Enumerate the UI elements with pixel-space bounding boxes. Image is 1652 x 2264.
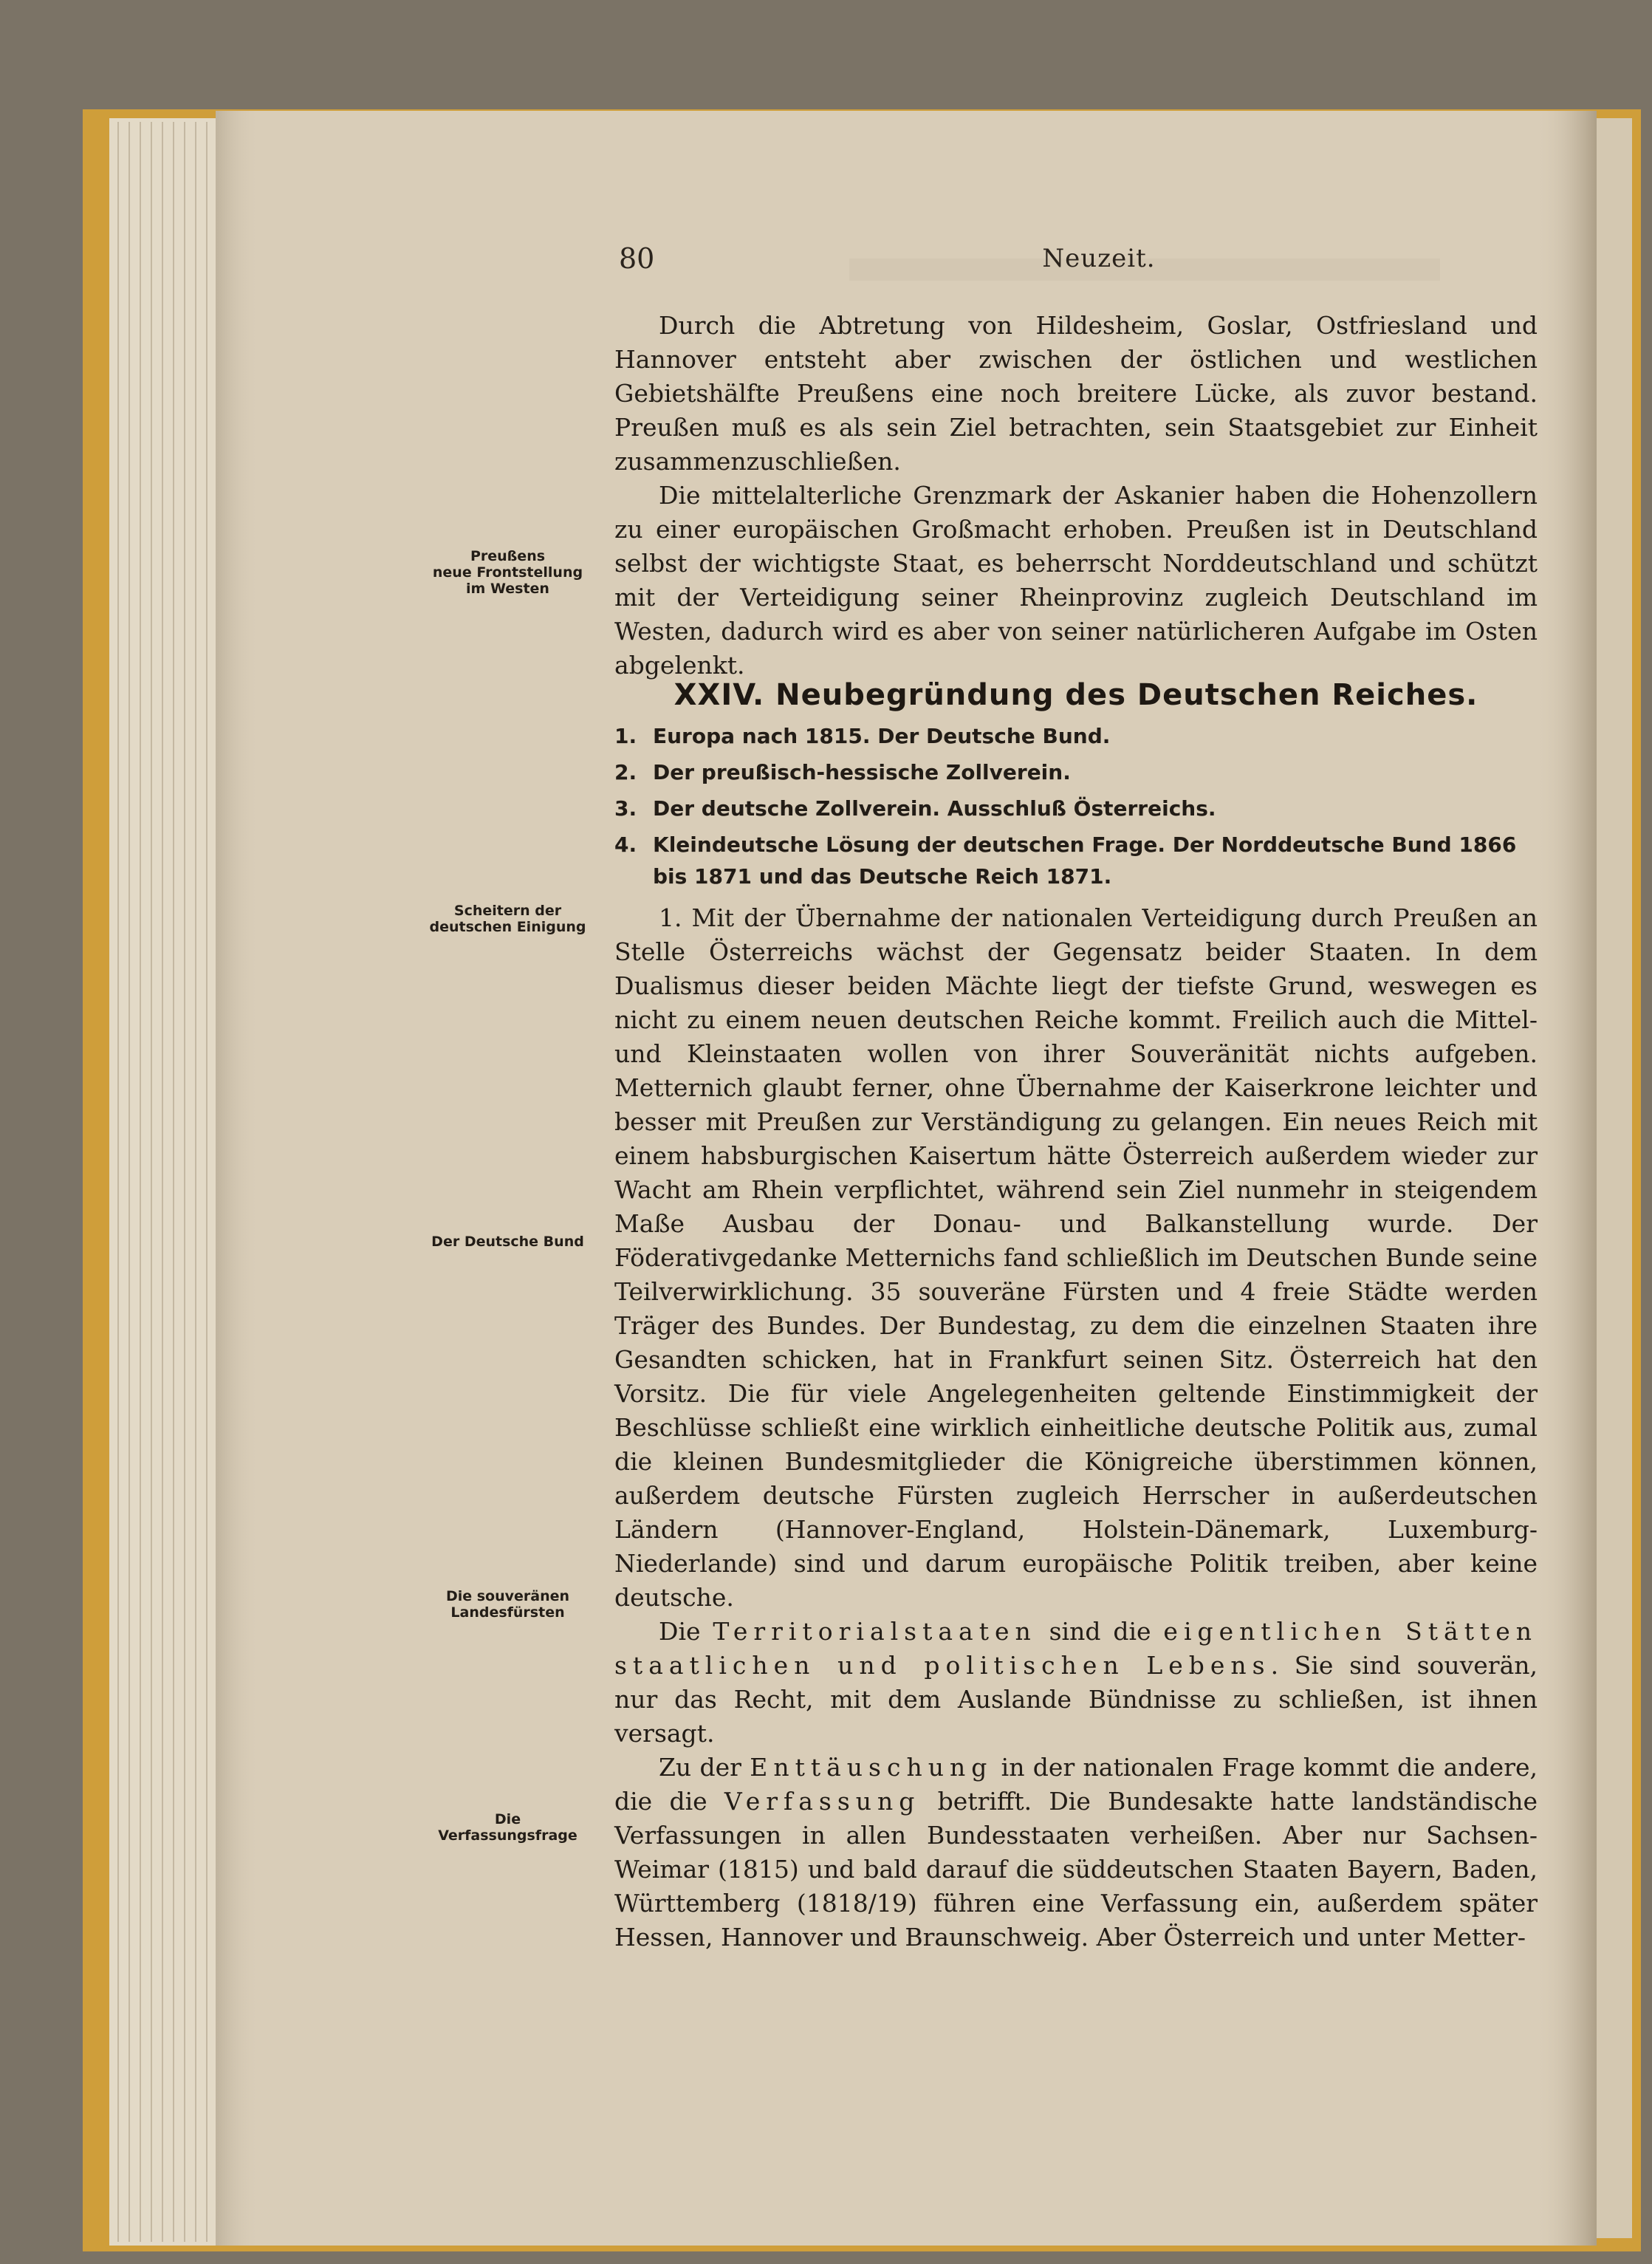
margin-note-line: Die — [494, 1811, 521, 1827]
toc-item: 3. Der deutsche Zollverein. Ausschluß Österreichs. — [614, 796, 1216, 821]
margin-note-line: Der Deutsche Bund — [431, 1234, 584, 1250]
margin-note-line: Preußens — [470, 548, 546, 564]
paragraph: Die Territorialstaaten sind die eigentlichen Stätten staatlichen und politischen Lebens. Sie sind souverän, nur das Recht, mit dem Auslande Bündnisse zu schließen, ist ihnen versagt. — [614, 1617, 1538, 1748]
margin-note-line: neue Frontstellung — [432, 564, 583, 581]
page-header — [619, 242, 1579, 287]
margin-note-verfassungsfrage — [410, 1811, 606, 1844]
toc-item: 1. Europa nach 1815. Der Deutsche Bund. — [614, 724, 1111, 748]
page-number: 80 — [619, 242, 655, 275]
margin-note-deutscher-bund — [410, 1234, 606, 1250]
paragraph: Durch die Abtretung von Hildesheim, Goslar, Ostfriesland und Hannover entsteht aber zwischen der östlichen und westlichen Gebietshälfte Preußens eine noch breitere Lücke, als zuvor bestand. Preußen muß es als sein Ziel betrachten, sein Staatsgebiet zur Einheit zusammenzuschließen. — [614, 311, 1538, 476]
paragraph: Zu der Enttäuschung in der nationalen Frage kommt die andere, die die Verfassung betrifft. Die Bundesakte hatte landständische Verfassungen in allen Bundesstaaten verheißen. Aber nur Sachsen-Weimar (1815) und bald darauf die süddeutschen Staaten Bayern, Baden, Württemberg (1818/19) führen eine Verfassung ein, außerdem später Hessen, Hannover und Braunschweig. Aber Österreich und unter Metter- — [614, 1753, 1538, 1952]
paragraph: 1. Mit der Übernahme der nationalen Verteidigung durch Preußen an Stelle Österreichs wächst der Gegensatz beider Staaten. In dem Dualismus dieser beiden Mächte liegt der tiefste Grund, weswegen es nicht zu einem neuen deutschen Reiche kommt. Freilich auch die Mittel- und Kleinstaaten wollen von ihrer Souveränität nichts aufgeben. Metternich glaubt ferner, ohne Übernahme der Kaiserkrone leichter und besser mit Preußen zur Verständigung zu gelangen. Ein neues Reich mit einem habsburgischen Kaisertum hätte Österreich außerdem wieder zur Wacht am Rhein verpflichtet, während sein Ziel nunmehr in steigendem Maße Ausbau der Donau- und Balkanstellung wurde. Der Föderativgedanke Metternichs fand schließlich im Deutschen Bunde seine Teilverwirklichung. 35 souveräne Fürsten und 4 freie Städte werden Träger des Bundes. Der Bundestag, zu dem die einzelnen Staaten ihre Gesandten schicken, hat in Frankfurt seinen Sitz. Österreich hat den Vorsitz. Die für viele Angelegenheiten geltende Einstimmigkeit der Beschlüsse schließt eine wirklich einheitliche deutsche Politik aus, zumal die kleinen Bundesmitglieder die Königreiche überstimmen können, außerdem deutsche Fürsten zugleich Herrscher in außerdeutschen Ländern (Hannover-England, Holstein-Dänemark, Luxemburg-Niederlande) sind und darum europäische Politik treiben, aber keine deutsche. — [614, 903, 1538, 1612]
section-body — [614, 901, 1538, 1955]
margin-note-line: deutschen Einigung — [429, 919, 586, 935]
margin-note-line: Verfassungsfrage — [438, 1827, 577, 1844]
intro-text — [614, 309, 1538, 683]
section-toc — [614, 720, 1538, 897]
margin-note-souveraene-landesfuersten — [410, 1588, 606, 1621]
toc-item: 2. Der preußisch-hessische Zollverein. — [614, 760, 1071, 784]
margin-note-scheitern — [410, 903, 606, 935]
section-heading: XXIV. Neubegründung des Deutschen Reiches. — [674, 678, 1478, 712]
margin-note-preussens-frontstellung — [410, 548, 606, 597]
toc-item: 4. Kleindeutsche Lösung der deutschen Frage. Der Norddeutsche Bund 1866 bis 1871 und das Deutsche Reich 1871. — [614, 832, 1517, 889]
paragraph: Die mittelalterliche Grenzmark der Askanier haben die Hohenzollern zu einer europäischen Großmacht erhoben. Preußen ist in Deutschland selbst der wichtigste Staat, es beherrscht Norddeutschland und schützt mit der Verteidigung seiner Rheinprovinz zugleich Deutschland im Westen, dadurch wird es aber von seiner natürlicheren Aufgabe im Osten abgelenkt. — [614, 481, 1538, 680]
margin-note-line: im Westen — [466, 581, 549, 597]
margin-note-line: Die souveränen — [445, 1588, 570, 1604]
margin-note-line: Scheitern der — [453, 903, 562, 919]
margin-note-line: Landesfürsten — [450, 1604, 565, 1621]
running-head: Neuzeit. — [1042, 244, 1156, 273]
